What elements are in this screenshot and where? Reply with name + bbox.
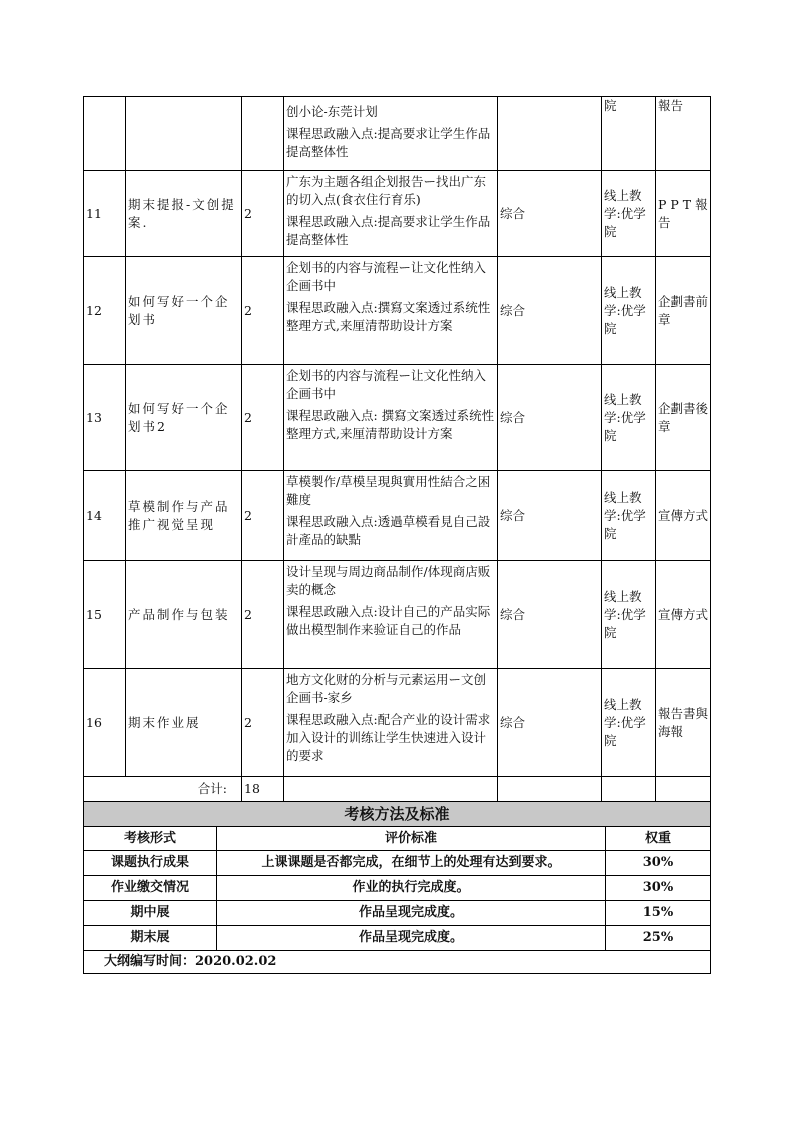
content-cell — [284, 471, 498, 561]
empty — [498, 777, 602, 802]
content-line: 广东为主题各组企划报告ー找出广东的切入点(食衣住行育乐) — [286, 174, 487, 207]
method-cell: 线上教学:优学院 — [602, 561, 656, 669]
assessment-table — [83, 801, 711, 974]
no-cell: 16 — [84, 669, 126, 777]
assessment-row — [84, 876, 711, 901]
title-cell: 草模制作与产品推广视觉呈现 — [126, 471, 242, 561]
assess-cell: 企劃書後章 — [656, 365, 711, 471]
total-hours: 18 — [242, 777, 284, 802]
no-cell: 12 — [84, 257, 126, 365]
method-cell: 线上教学:优学院 — [602, 257, 656, 365]
content-line: 企划书的内容与流程ー让文化性纳入企画书中 — [286, 260, 487, 293]
no-cell: 13 — [84, 365, 126, 471]
title-cell — [126, 97, 242, 171]
content-line: 创小论-东莞计划 — [286, 103, 378, 119]
type-cell: 综合 — [498, 669, 602, 777]
hours-cell: 2 — [242, 561, 284, 669]
method-cell: 线上教学:优学院 — [602, 669, 656, 777]
title-cell: 如何写好一个企划书2 — [126, 365, 242, 471]
hours-cell: 2 — [242, 471, 284, 561]
content-line: 课程思政融入点:设计自己的产品实际做出模型制作来验证自己的作品 — [286, 604, 491, 637]
content-line: 课程思政融入点:透過草模看見自己設計產品的缺點 — [286, 514, 491, 547]
type-cell: 综合 — [498, 365, 602, 471]
assess-cell: 報告書與海報 — [656, 669, 711, 777]
assess-cell: 宣傳方式 — [656, 561, 711, 669]
content-line: 设计呈现与周边商品制作/体现商店贩卖的概念 — [286, 564, 491, 597]
title-cell: 期末作业展 — [126, 669, 242, 777]
content-line: 企划书的内容与流程ー让文化性纳入企画书中 — [286, 368, 487, 401]
content-cell — [284, 97, 498, 171]
hours-cell — [242, 97, 284, 171]
assessment-row — [84, 926, 711, 951]
header-form: 考核形式 — [84, 827, 217, 851]
criteria: 作业的执行完成度。 — [217, 876, 606, 901]
content-cell — [284, 669, 498, 777]
schedule-row — [84, 257, 711, 365]
content-line: 课程思政融入点:配合产业的设计需求加入设计的训练让学生快速进入设计的要求 — [286, 712, 491, 763]
no-cell: 11 — [84, 171, 126, 257]
method-cell: 线上教学:优学院 — [602, 171, 656, 257]
assessment-row — [84, 901, 711, 926]
assess-cell: P P T 報告 — [656, 171, 711, 257]
hours-cell: 2 — [242, 171, 284, 257]
weight: 30% — [606, 851, 711, 876]
criteria: 上课课题是否都完成，在细节上的处理有达到要求。 — [217, 851, 606, 876]
assess-cell: 報告 — [656, 97, 711, 171]
type-cell: 综合 — [498, 257, 602, 365]
method-cell: 线上教学:优学院 — [602, 365, 656, 471]
content-line: 课程思政融入点:撰寫文案透过系统性整理方式,来厘清帮助设计方案 — [286, 300, 491, 333]
title-cell: 如何写好一个企划书 — [126, 257, 242, 365]
content-line: 地方文化财的分析与元素运用ー文创企画书-家乡 — [286, 672, 487, 705]
content-cell — [284, 561, 498, 669]
hours-cell: 2 — [242, 669, 284, 777]
content-line: 草模製作/草模呈現與實用性結合之困難度 — [286, 474, 491, 507]
type-cell — [498, 97, 602, 171]
method-cell: 线上教学:优学院 — [602, 471, 656, 561]
empty — [284, 777, 498, 802]
assessment-row — [84, 851, 711, 876]
header-weight: 权重 — [606, 827, 711, 851]
schedule-row — [84, 561, 711, 669]
method-cell: 院 — [602, 97, 656, 171]
schedule-row — [84, 365, 711, 471]
schedule-row — [84, 171, 711, 257]
empty — [602, 777, 656, 802]
content-cell — [284, 365, 498, 471]
criteria: 作品呈现完成度。 — [217, 901, 606, 926]
assess-cell: 企劃書前章 — [656, 257, 711, 365]
no-cell: 15 — [84, 561, 126, 669]
assessment-title: 考核方法及标准 — [84, 802, 711, 827]
no-cell: 14 — [84, 471, 126, 561]
no-cell — [84, 97, 126, 171]
header-criteria: 评价标准 — [217, 827, 606, 851]
weight: 25% — [606, 926, 711, 951]
hours-cell: 2 — [242, 365, 284, 471]
schedule-row — [84, 669, 711, 777]
empty — [656, 777, 711, 802]
total-label: 合计: — [84, 777, 242, 802]
title-cell: 期末提报-文创提案. — [126, 171, 242, 257]
content-line: 课程思政融入点:提高要求让学生作品提高整体性 — [286, 214, 491, 247]
schedule-row — [84, 471, 711, 561]
type-cell: 综合 — [498, 471, 602, 561]
content-line: 课程思政融入点:提高要求让学生作品提高整体性 — [286, 125, 491, 159]
schedule-row — [84, 97, 711, 171]
form: 期末展 — [84, 926, 217, 951]
form: 作业缴交情况 — [84, 876, 217, 901]
assess-cell: 宣傳方式 — [656, 471, 711, 561]
form: 期中展 — [84, 901, 217, 926]
schedule-table — [83, 96, 711, 802]
title-cell: 产品制作与包装 — [126, 561, 242, 669]
hours-cell: 2 — [242, 257, 284, 365]
type-cell: 综合 — [498, 171, 602, 257]
form: 课题执行成果 — [84, 851, 217, 876]
weight: 30% — [606, 876, 711, 901]
outline-date: 大纲编写时间：2020.02.02 — [84, 951, 711, 974]
content-line: 课程思政融入点: 撰寫文案透过系统性整理方式,来厘清帮助设计方案 — [286, 408, 495, 441]
content-cell — [284, 257, 498, 365]
type-cell: 综合 — [498, 561, 602, 669]
content-cell — [284, 171, 498, 257]
criteria: 作品呈现完成度。 — [217, 926, 606, 951]
weight: 15% — [606, 901, 711, 926]
